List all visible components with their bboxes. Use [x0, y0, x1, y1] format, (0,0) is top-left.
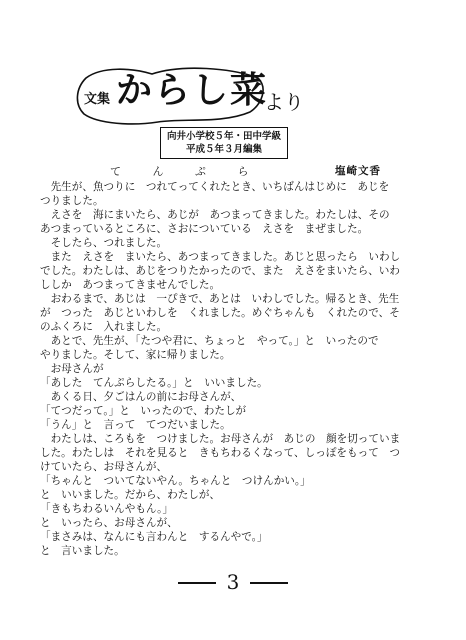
body-line: が つった あじといわしを くれました。めぐちゃんも くれたので、そ	[40, 307, 400, 319]
page-number: 3	[226, 570, 240, 594]
body-line: 「ちゃんと ついてないやん。ちゃんと つけんかい。」	[40, 475, 311, 487]
body-line: 「うん」と 言って てつだいました。	[40, 419, 231, 431]
body-line: 先生が、魚つりに つれてってくれたとき、いちばんはじめに あじを	[40, 181, 390, 193]
body-line: また えさを まいたら、あつまってきました。あじと思ったら いわし	[40, 251, 401, 263]
body-line: のふくろに 入れました。	[40, 321, 168, 333]
footer-rule-left	[178, 582, 216, 584]
body-line: と いったら、お母さんが、	[40, 517, 178, 529]
body-line: やりました。そして、家に帰りました。	[40, 349, 231, 361]
body-line: あくる日、夕ごはんの前にお母さんが、	[40, 391, 242, 403]
story-body	[40, 180, 436, 558]
body-line: あとで、先生が、「たつや君に、ちょっと やって。」と いったので	[40, 335, 379, 347]
body-line: わたしは、ころもを つけました。お母さんが あじの 顔を切っていま	[40, 433, 401, 445]
body-line: えさを 海にまいたら、あじが あつまってきました。わたしは、その	[40, 209, 390, 221]
title-suffix: より	[264, 90, 304, 114]
body-line: お母さんが	[40, 363, 104, 375]
body-line: おわるまで、あじは 一ぴきで、あとは いわしでした。帰るとき、先生	[40, 293, 400, 305]
body-line: 「てつだって。」と いったので、わたしが	[40, 405, 247, 417]
body-line: と いいました。だから、わたしが、	[40, 489, 221, 501]
body-line: あつまっているところに、さおについている えさを まぜました。	[40, 223, 369, 235]
footer-rule-right	[250, 582, 288, 584]
body-line: つりました。	[40, 195, 104, 207]
body-line: けていたら、お母さんが、	[40, 461, 168, 473]
body-line: 「まさみは、なんにも言わんと するんやで。」	[40, 531, 268, 543]
body-line: 「あした てんぷらしたる。」と いいました。	[40, 377, 268, 389]
story-author: 塩崎文香	[335, 165, 381, 177]
body-line: 「きもちわるいんやもん。」	[40, 503, 174, 515]
title-prefix: 文集	[84, 92, 111, 107]
body-line: そしたら、つれました。	[40, 237, 168, 249]
story-title: て ん ぷ ら	[110, 165, 263, 178]
page-number-footer	[178, 570, 288, 594]
school-name: 向井小学校５年・田中学級	[166, 131, 281, 142]
body-line: した。わたしは それを見ると きもちわるくなって、しっぽをもって つ	[40, 447, 400, 459]
school-info-box	[160, 127, 288, 159]
body-line: でした。わたしは、あじをつりたかったので、また えさをまいたら、いわ	[40, 265, 400, 277]
edit-date: 平成５年３月編集	[185, 144, 262, 155]
anthology-title	[72, 64, 342, 134]
title-main: からし菜	[116, 69, 269, 111]
body-line: と 言いました。	[40, 545, 125, 557]
body-line: ししか あつまってきませんでした。	[40, 279, 221, 291]
